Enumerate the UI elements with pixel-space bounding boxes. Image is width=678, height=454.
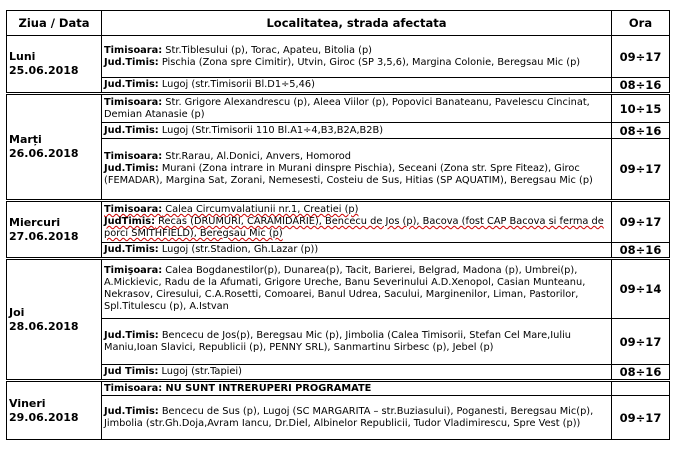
location-text: Lugoj (str.Tapiei) (158, 366, 242, 378)
header-row (7, 11, 670, 36)
location-cell (102, 201, 612, 243)
hours-cell: 09÷17 (612, 396, 670, 440)
location-text: Calea Bogdanestilor(p), Dunarea(p), Tacit, Barierei, Belgrad, Madona (p), Umbrei(p), A.Mickievic, Radu de la Afumati, Grigore Ureche, Banu Severinului A.D.Xenopol, Casian Munteanu, Nekrasov, Ciresului, C.A.Rosetti, Comoarei, Banul Udrea, Sacului, Marginenilor, Liman, Pastorilor, Spl.Titulescu (p), A.Istvan (104, 265, 586, 312)
day-cell-friday (7, 381, 102, 440)
location-cell (102, 381, 612, 396)
area-prefix: Timisoara: (104, 382, 163, 394)
area-prefix: Jud.Timis: (104, 56, 159, 68)
day-name: Marți (9, 133, 42, 146)
day-name: Vineri (9, 396, 46, 410)
location-text: Pischia (Zona spre Cimitir), Utvin, Giroc (SP 3,5,6), Margina Colonie, Beregsau Mic (p) (158, 56, 581, 68)
header-hours: Ora (612, 11, 670, 36)
location-text: Bencecu de Jos(p), Beregsau Mic (p), Jimbolia (Calea Timisorii, Stefan Cel Mare,Iuliu Maniu,Ioan Slavici, Republicii (p), PENNY SRL), Sanmartinu Sirbesc (p), Jebel (p) (104, 329, 572, 353)
area-prefix: Jud.Timis: (104, 244, 159, 256)
area-prefix: Jud.Timis: (104, 329, 159, 341)
location-text: Str.Tiblesului (p), Torac, Apateu, Bitolia (p) (162, 44, 372, 56)
hours-cell: 10÷15 (612, 94, 670, 123)
location-cell (102, 396, 612, 440)
hours-cell (612, 381, 670, 396)
day-date: 27.06.2018 (9, 229, 79, 243)
hours-cell: 09÷17 (612, 319, 670, 365)
day-cell-wednesday (7, 201, 102, 259)
hours-cell: 08÷16 (612, 243, 670, 259)
table-row (7, 78, 670, 94)
location-text: Murani (Zona intrare in Murani dinspre Pischia), Seceani (Zona str. Spre Fiteaz), Giroc (FEMADAR), Margina Sat, Zorani, Nemesesti, Costeiu de Sus, Hitias (SP AQUATIM), Beregsau Mic (p) (104, 163, 593, 186)
location-text: Lugoj (Str.Timisorii 110 Bl.A1÷4,B3,B2A,B2B) (158, 124, 384, 136)
location-cell (102, 259, 612, 319)
table-row (7, 381, 670, 396)
area-prefix: Timisoara: (104, 44, 163, 56)
table-row (7, 123, 670, 139)
area-prefix: Jud Timis: (104, 366, 159, 378)
location-text: Bencecu de Sus (p), Lugoj (SC MARGARITA – str.Buziasului), Poganesti, Beregsau Mic(p), Jimbolia (str.Gh.Doja,Avram Iancu, Dr.Diel, Albinelor Republicii, Tudor Vladimirescu, Spre Vest (p)) (104, 405, 594, 429)
location-cell (102, 94, 612, 123)
location-text: Calea Circumvalatiunii nr.1, Creatiei (p) (162, 204, 359, 216)
area-prefix: Timisoara: (104, 204, 163, 216)
hours-cell: 09÷17 (612, 139, 670, 201)
day-date: 26.06.2018 (9, 147, 79, 160)
location-cell (102, 78, 612, 94)
table-row (7, 139, 670, 201)
location-cell (102, 319, 612, 365)
area-prefix: Jud.Timis: (104, 124, 159, 136)
location-text: Str. Grigore Alexandrescu (p), Aleea Viilor (p), Popovici Banateanu, Pavelescu Cincinat, Demian Atanasie (p) (104, 96, 590, 120)
day-cell-tuesday (7, 94, 102, 201)
location-text: Lugoj (str.Timisorii Bl.D1÷5,46) (158, 79, 315, 91)
day-name: Luni (9, 50, 36, 63)
table-row (7, 36, 670, 78)
hours-cell: 09÷17 (612, 201, 670, 243)
header-location: Localitatea, strada afectata (102, 11, 612, 36)
table-row (7, 94, 670, 123)
area-prefix: Jud.Timis: (104, 163, 159, 175)
area-prefix: JudTimis: (104, 216, 155, 228)
day-date: 25.06.2018 (9, 64, 79, 77)
location-text: Lugoj (str.Stadion, Gh.Lazar (p)) (158, 244, 319, 256)
hours-cell: 09÷14 (612, 259, 670, 319)
table-row (7, 319, 670, 365)
hours-cell: 08÷16 (612, 78, 670, 94)
table-row (7, 243, 670, 259)
area-prefix: Jud.Timis: (104, 405, 159, 417)
day-cell-thursday (7, 259, 102, 381)
location-text: Str.Rarau, Al.Donici, Anvers, Homorod (162, 151, 351, 163)
outage-schedule-table (6, 10, 670, 440)
area-prefix: Timisoara: (104, 151, 163, 163)
area-prefix: Timisoara: (104, 96, 163, 108)
area-prefix: Timişoara: (104, 265, 163, 277)
day-name: Miercuri (9, 215, 61, 229)
day-date: 28.06.2018 (9, 319, 79, 333)
location-text: Recas (DRUMURI, CARAMIDARIE), Bencecu de Jos (p), Bacova (fost CAP Bacova si ferma de porci SMITHFIELD), Beregsau Mic (p) (104, 216, 604, 239)
table-row (7, 396, 670, 440)
table-row (7, 259, 670, 319)
location-cell (102, 243, 612, 259)
location-cell (102, 365, 612, 381)
day-name: Joi (9, 305, 25, 319)
day-cell-monday (7, 36, 102, 94)
hours-cell: 08÷16 (612, 123, 670, 139)
area-prefix: Jud.Timis: (104, 79, 159, 91)
location-cell (102, 36, 612, 78)
hours-cell: 09÷17 (612, 36, 670, 78)
day-date: 29.06.2018 (9, 410, 79, 424)
no-outage-notice: NU SUNT INTRERUPERI PROGRAMATE (162, 382, 372, 394)
hours-cell: 08÷16 (612, 365, 670, 381)
header-day: Ziua / Data (7, 11, 102, 36)
table-row (7, 365, 670, 381)
location-cell (102, 123, 612, 139)
location-cell (102, 139, 612, 201)
table-row (7, 201, 670, 243)
